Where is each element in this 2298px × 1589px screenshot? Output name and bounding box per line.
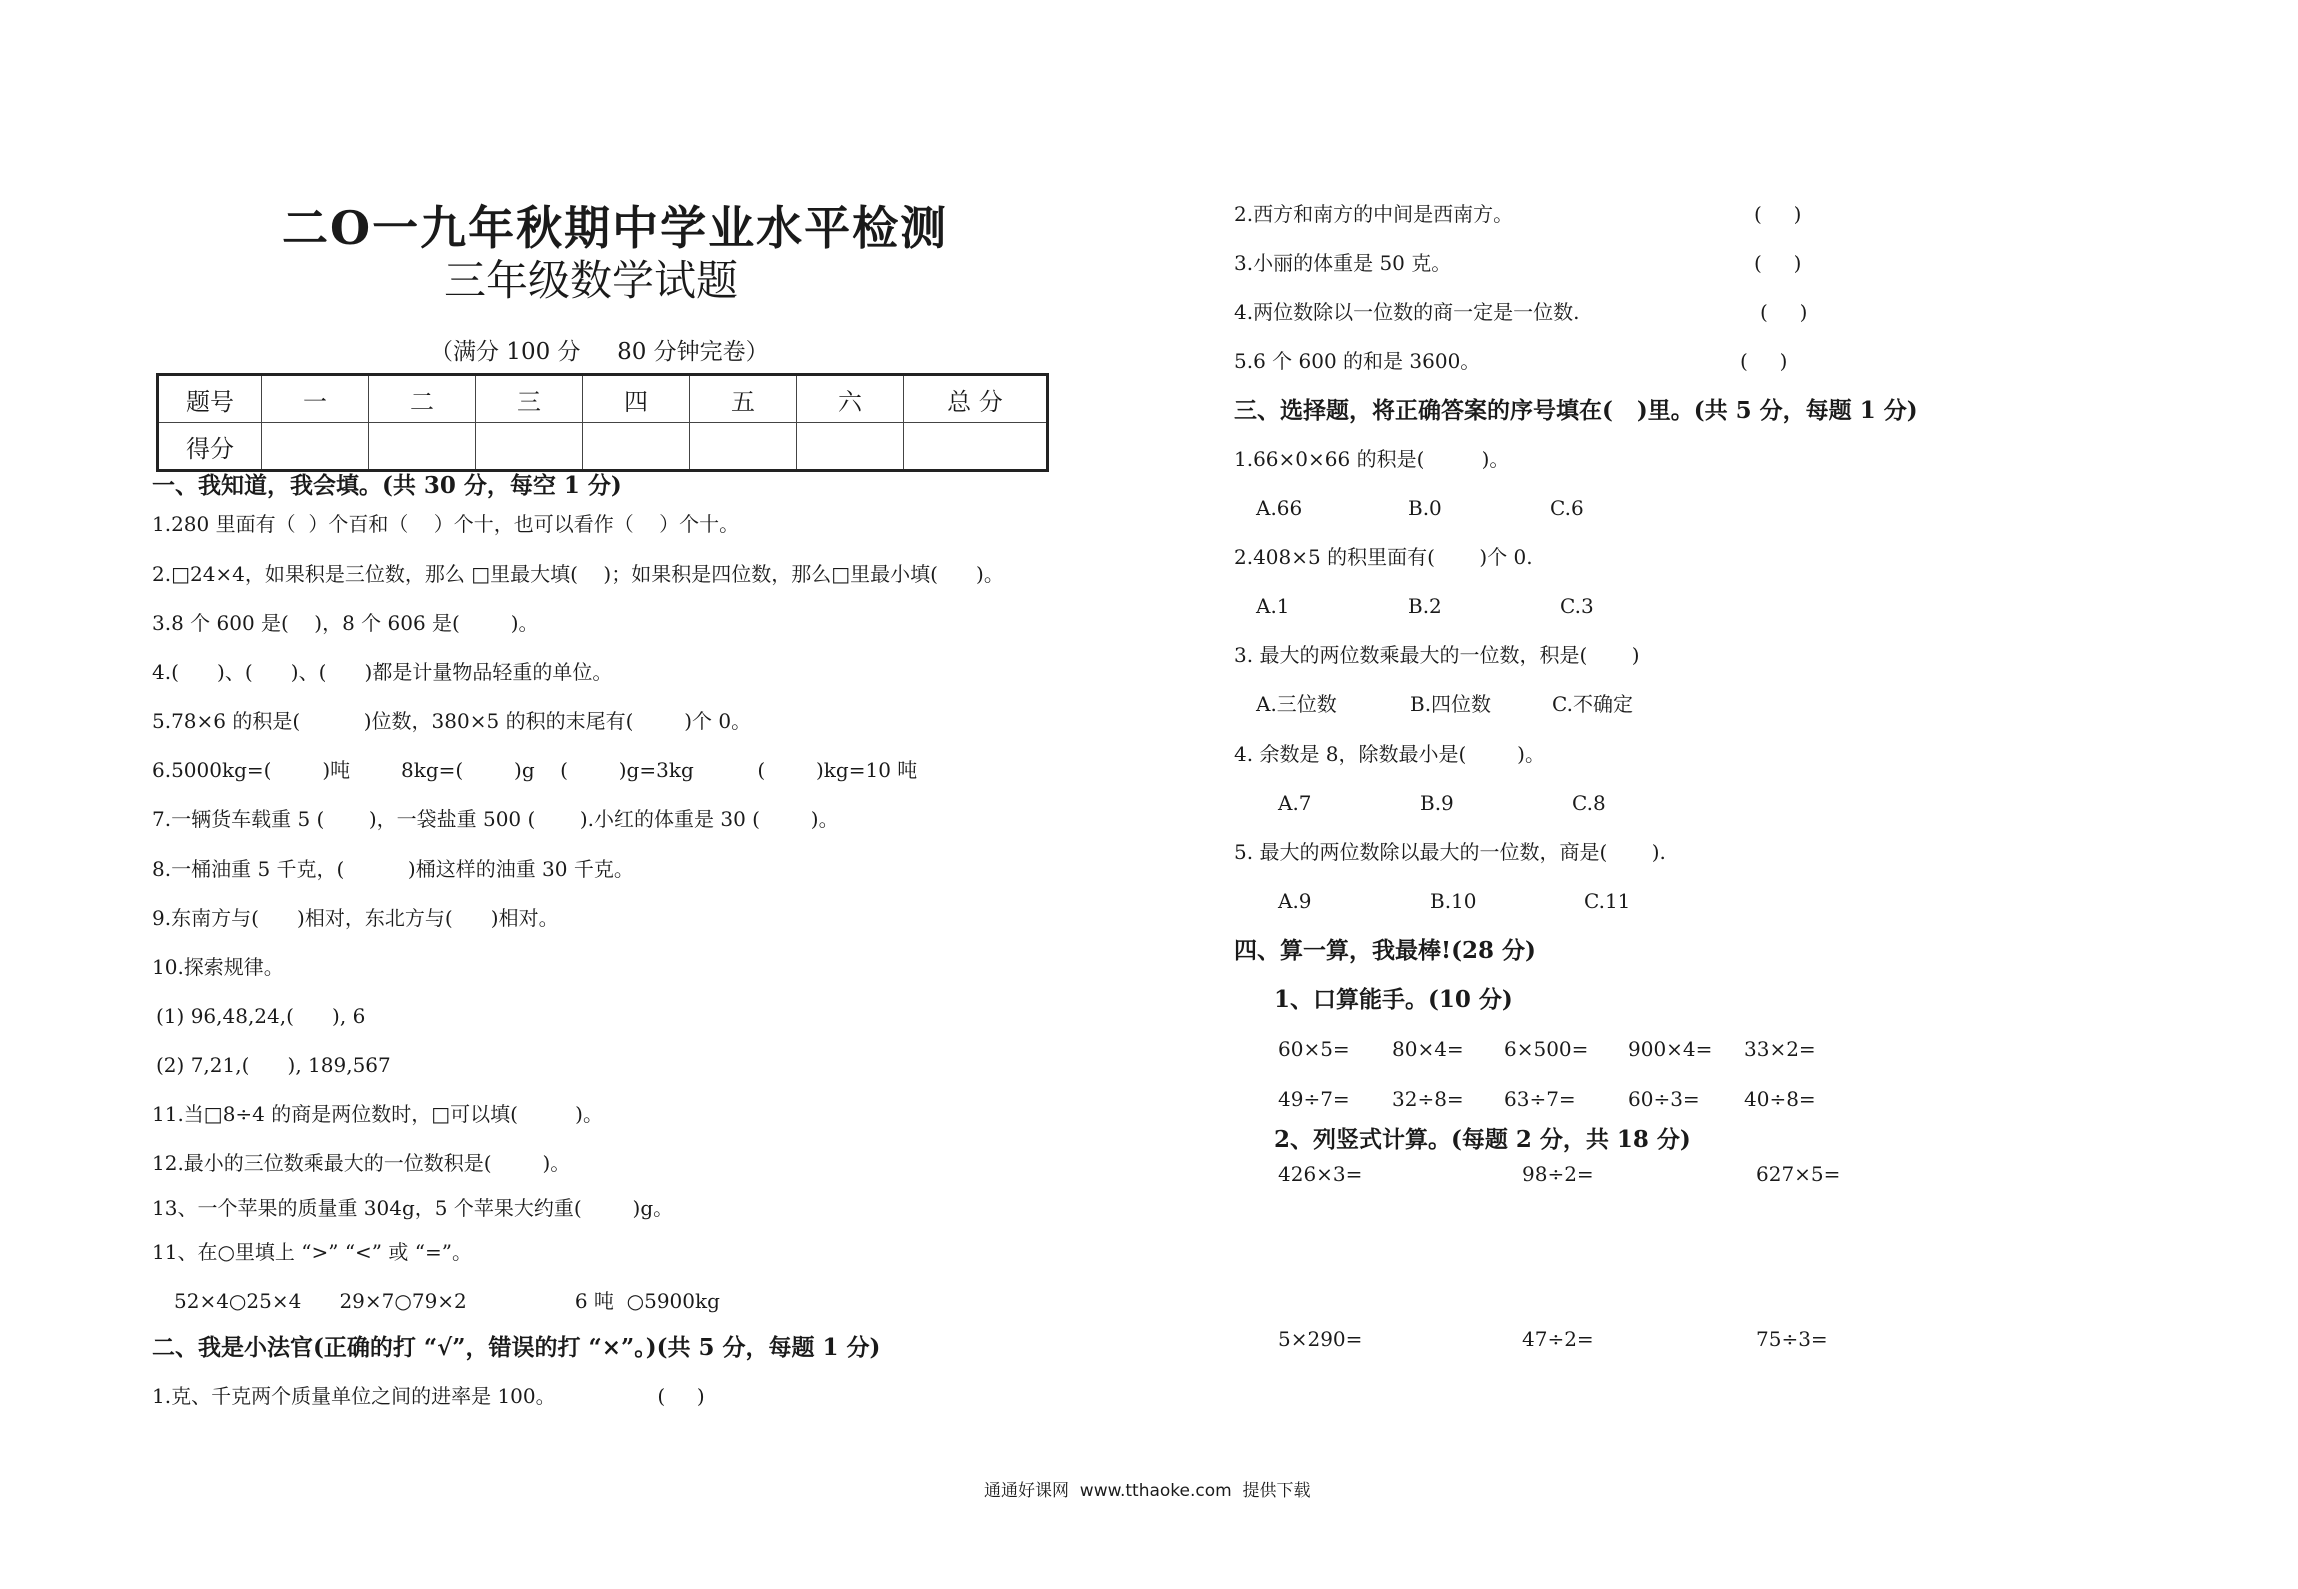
question: (1) 96,48,24,( ), 6	[156, 1004, 366, 1028]
option: C.3	[1560, 594, 1594, 618]
score-header-cell: 六	[797, 375, 904, 423]
score-header-cell: 四	[583, 375, 690, 423]
vertical-calc: 426×3=	[1278, 1162, 1363, 1186]
score-header-cell: 一	[262, 375, 369, 423]
question: 13、一个苹果的质量重 304g，5 个苹果大约重( )g。	[152, 1196, 674, 1220]
option: B.2	[1408, 594, 1442, 618]
option: A.1	[1256, 594, 1290, 618]
question: 7.一辆货车载重 5 ( )，一袋盐重 500 ( ).小红的体重是 30 ( )。	[152, 807, 839, 831]
oral-calc: 63÷7=	[1504, 1087, 1576, 1111]
question: 3.8 个 600 是( )，8 个 606 是( )。	[152, 611, 539, 635]
question: 4.( )、( )、( )都是计量物品轻重的单位。	[152, 660, 613, 684]
footer-text: 通通好课网 www.tthaoke.com 提供下载	[984, 1481, 1311, 1501]
score-table	[156, 373, 1049, 472]
option: C.8	[1572, 791, 1606, 815]
section2-heading: 二、我是小法官(正确的打 “√”，错误的打 “×”。)(共 5 分，每题 1 分)	[152, 1334, 881, 1361]
option: B.四位数	[1410, 692, 1492, 716]
oral-calc: 60÷3=	[1628, 1087, 1700, 1111]
question: 3. 最大的两位数乘最大的一位数，积是( )	[1234, 643, 1640, 667]
question: 9.东南方与( )相对，东北方与( )相对。	[152, 906, 559, 930]
score-cell[interactable]	[690, 423, 797, 471]
question: 11.当□8÷4 的商是两位数时，□可以填( )。	[152, 1102, 603, 1126]
exam-note: （满分 100 分 80 分钟完卷）	[430, 339, 769, 365]
score-header-cell: 总 分	[904, 375, 1048, 423]
question: 1.66×0×66 的积是( )。	[1234, 447, 1510, 471]
answer-paren: ( )	[1740, 349, 1788, 373]
vertical-calc: 98÷2=	[1522, 1162, 1594, 1186]
option: C.6	[1550, 496, 1584, 520]
question: 12.最小的三位数乘最大的一位数积是( )。	[152, 1151, 571, 1175]
score-cell[interactable]	[904, 423, 1048, 471]
question: 5.6 个 600 的和是 3600。	[1234, 349, 1481, 373]
section1-heading: 一、我知道，我会填。(共 30 分，每空 1 分)	[152, 472, 622, 499]
question: 3.小丽的体重是 50 克。	[1234, 251, 1452, 275]
question: 52×4○25×4 29×7○79×2 6 吨 ○5900kg	[174, 1289, 720, 1313]
question: 1.280 里面有（ ）个百和（ ）个十，也可以看作（ ）个十。	[152, 512, 740, 536]
oral-calc: 900×4=	[1628, 1037, 1713, 1061]
score-table-score-row	[158, 423, 1048, 471]
option: A.三位数	[1256, 692, 1337, 716]
question: 4.两位数除以一位数的商一定是一位数.	[1234, 300, 1580, 324]
option: A.9	[1278, 889, 1312, 913]
vertical-calc: 75÷3=	[1756, 1327, 1828, 1351]
section4-sub1: 1、口算能手。(10 分)	[1274, 986, 1513, 1013]
option: C.11	[1584, 889, 1631, 913]
option: B.0	[1408, 496, 1442, 520]
score-header-cell: 题号	[158, 375, 262, 423]
option: B.10	[1430, 889, 1477, 913]
question: 11、在○里填上 “>” “<” 或 “=”。	[152, 1240, 472, 1264]
exam-subtitle: 三年级数学试题	[444, 256, 739, 305]
score-header-cell: 三	[476, 375, 583, 423]
question: 10.探索规律。	[152, 955, 284, 979]
option: B.9	[1420, 791, 1454, 815]
score-cell[interactable]	[797, 423, 904, 471]
question: 2.408×5 的积里面有( )个 0.	[1234, 545, 1533, 569]
question: 8.一桶油重 5 千克，( )桶这样的油重 30 千克。	[152, 857, 634, 881]
section4-heading: 四、算一算，我最棒!(28 分)	[1234, 937, 1536, 964]
section4-sub2: 2、列竖式计算。(每题 2 分，共 18 分)	[1274, 1126, 1691, 1153]
option: C.不确定	[1552, 692, 1633, 716]
question: 1.克、千克两个质量单位之间的进率是 100。 ( )	[152, 1384, 705, 1408]
option: A.7	[1278, 791, 1312, 815]
vertical-calc: 47÷2=	[1522, 1327, 1594, 1351]
section3-heading: 三、选择题，将正确答案的序号填在( )里。(共 5 分，每题 1 分)	[1234, 397, 1918, 424]
oral-calc: 80×4=	[1392, 1037, 1464, 1061]
score-cell[interactable]	[583, 423, 690, 471]
score-cell[interactable]	[262, 423, 369, 471]
answer-paren: ( )	[1760, 300, 1808, 324]
score-cell[interactable]	[476, 423, 583, 471]
score-row-label: 得分	[158, 423, 262, 471]
question: 4. 余数是 8，除数最小是( )。	[1234, 742, 1545, 766]
question: 2.西方和南方的中间是西南方。	[1234, 202, 1514, 226]
option: A.66	[1256, 496, 1303, 520]
oral-calc: 6×500=	[1504, 1037, 1589, 1061]
score-cell[interactable]	[369, 423, 476, 471]
exam-title: 二O一九年秋期中学业水平检测	[282, 201, 949, 255]
question: 6.5000kg=( )吨 8kg=( )g ( )g=3kg ( )kg=10 吨	[152, 758, 918, 782]
answer-paren: ( )	[1754, 251, 1802, 275]
oral-calc: 33×2=	[1744, 1037, 1816, 1061]
oral-calc: 60×5=	[1278, 1037, 1350, 1061]
vertical-calc: 5×290=	[1278, 1327, 1363, 1351]
oral-calc: 49÷7=	[1278, 1087, 1350, 1111]
vertical-calc: 627×5=	[1756, 1162, 1841, 1186]
question: (2) 7,21,( ), 189,567	[156, 1053, 391, 1077]
score-header-cell: 二	[369, 375, 476, 423]
question: 5. 最大的两位数除以最大的一位数，商是( ).	[1234, 840, 1666, 864]
oral-calc: 32÷8=	[1392, 1087, 1464, 1111]
score-table-header-row	[158, 375, 1048, 423]
score-header-cell: 五	[690, 375, 797, 423]
answer-paren: ( )	[1754, 202, 1802, 226]
oral-calc: 40÷8=	[1744, 1087, 1816, 1111]
question: 5.78×6 的积是( )位数，380×5 的积的末尾有( )个 0。	[152, 709, 752, 733]
question: 2.□24×4，如果积是三位数，那么 □里最大填( )；如果积是四位数，那么□里最小填( )。	[152, 562, 1004, 586]
